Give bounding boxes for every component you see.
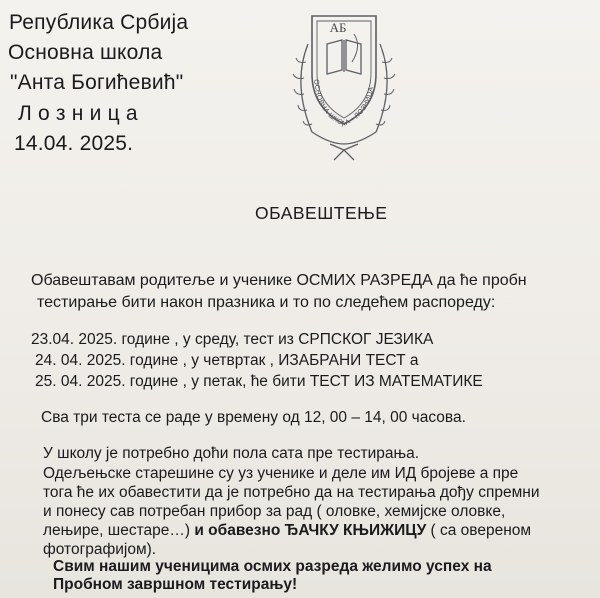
crest-ring-text: ОСНОВНА ШКОЛА • ЛОЗНИЦА bbox=[312, 79, 376, 129]
header-city: Л о з н и ц а bbox=[18, 102, 138, 125]
instruction-line-2: Одељењске старешине су уз ученике и деле им ИД бројеве а пре bbox=[43, 465, 519, 482]
intro-line-1 bbox=[31, 272, 527, 290]
schedule-item-3: 25. 04. 2025. године , у петак, ће бити ТЕСТ ИЗ МАТЕМАТИКЕ bbox=[35, 373, 483, 390]
time-note: Сва три теста се раде у времену од 12, 00 – 14, 00 часова. bbox=[41, 409, 466, 426]
svg-text:ОСНОВНА ШКОЛА • ЛОЗНИЦА bbox=[312, 79, 375, 129]
instruction-line-4: и понесу сав потребан прибор за рад ( оловке, хемијске оловке, bbox=[43, 503, 506, 520]
instruction-booklet-emphasis: и обавезно ЂАЧКУ КЊИЖИЦУ bbox=[194, 522, 427, 539]
notice-title: ОБАВЕШТЕЊЕ bbox=[255, 203, 388, 223]
closing-line-1: Свим нашим ученицима осмих разреда желимо успех на bbox=[53, 558, 492, 575]
header-school-name: "Анта Богићевић" bbox=[10, 71, 184, 94]
header-country: Република Србија bbox=[9, 11, 189, 34]
instruction-photo-note: ( са овереном bbox=[426, 522, 532, 539]
crest-letters: АБ bbox=[329, 20, 347, 35]
closing-line-2: Пробном завршном тестирању! bbox=[53, 576, 298, 593]
intro-line-2: тестирање бити након празника и то по следећем распореду: bbox=[37, 294, 496, 311]
intro-text-c: да ће пробн bbox=[432, 272, 527, 289]
intro-text-a: Обавештавам родитеље и ученике bbox=[31, 272, 297, 289]
instruction-line-1: У школу је потребно доћи пола сата пре тестирања. bbox=[43, 445, 420, 462]
instruction-line-5 bbox=[43, 522, 531, 540]
school-crest-emblem bbox=[282, 4, 406, 162]
header-date: 14.04. 2025. bbox=[14, 132, 134, 155]
instruction-line-3: тога ће их обавестити да је потребно да на тестирања дођу спремни bbox=[43, 484, 540, 501]
intro-highlight: ОСМИХ РАЗРЕДА bbox=[296, 272, 433, 289]
instruction-supplies: лењире, шестаре…) bbox=[43, 522, 195, 539]
schedule-item-1: 23.04. 2025. године , у среду, тест из СРПСКОГ ЈЕЗИКА bbox=[31, 331, 434, 348]
instruction-line-6: фотографијом). bbox=[43, 541, 157, 558]
schedule-item-2: 24. 04. 2025. године , у четвртак , ИЗАБРАНИ ТЕСТ а bbox=[35, 352, 419, 369]
header-school-type: Основна школа bbox=[8, 41, 163, 64]
